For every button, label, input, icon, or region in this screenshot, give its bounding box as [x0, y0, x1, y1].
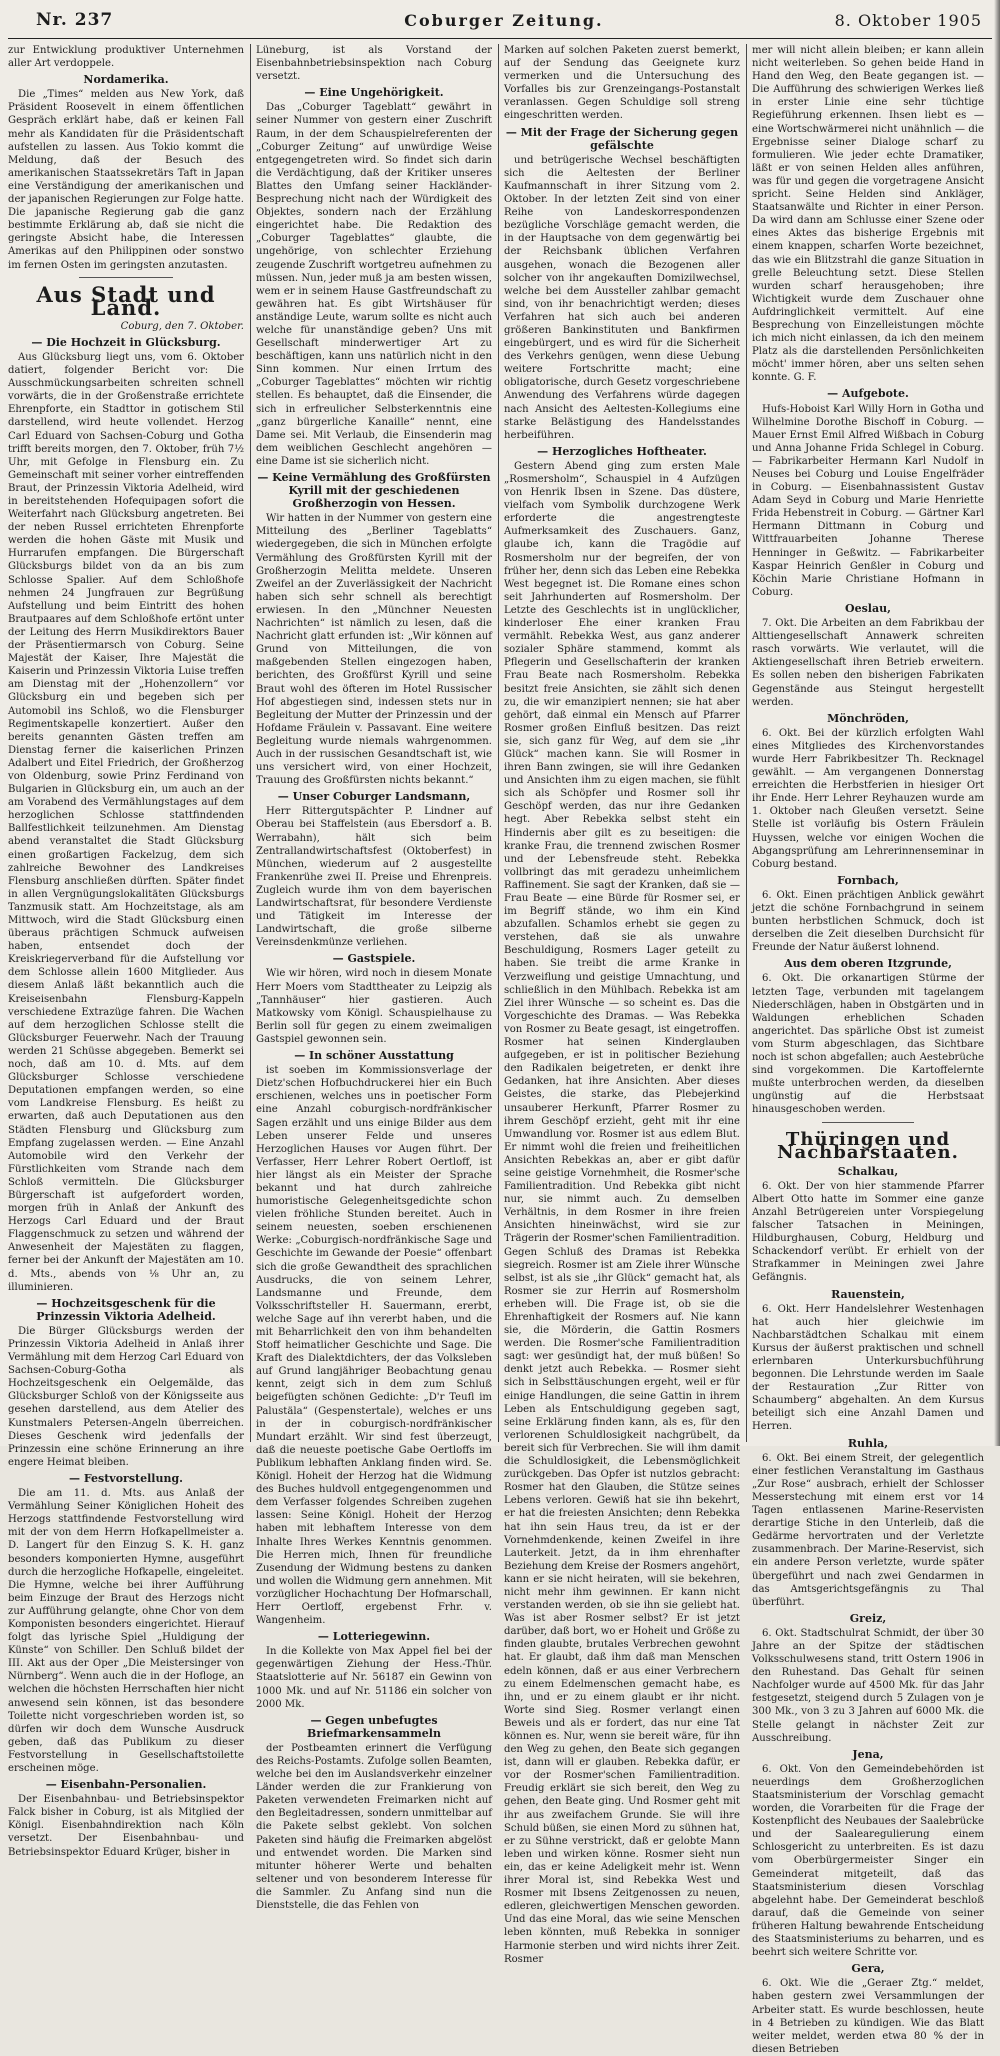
issue-date: 8. Oktober 1905 [834, 10, 982, 30]
column-divider [498, 44, 499, 1442]
article-paragraph: 7. Okt. Die Arbeiten an dem Fabrikbau der Alttiengesellschaft Annawerk schreiten rasch vorwärts. Wie verlautet, will die Aktiengesellschaft ihren Betrieb erweitern. Es sollen neben den bisherigen Fabrikaten Gegenstände aus Steingut hergestellt werden. [752, 618, 984, 708]
article-paragraph: Hufs-Hoboist Karl Willy Horn in Gotha und Wilhelmine Dorothe Bischoff in Coburg. — Mauer Ernst Emil Alfred Wißbach in Coburg und Anna Johanne Frida Schlegel in Coburg. — Fabrikarbeiter Hermann Karl Nudolf in Neuses bei Coburg und Louise Engelfräder in Coburg. — Eisenbahnassistent Gustav Adam Seyd in Coburg und Marie Henriette Frida Hebenstreit in Coburg. — Gärtner Karl Hermann Dittmann in Coburg und Wittfrauarbeiten Johanne Therese Henninger in Geßwitz. — Fabrikarbeiter Kaspar Heinrich Genßler in Coburg und Köchin Marie Christiane Hofmann in Coburg. [752, 403, 984, 598]
dateline: Coburg, den 7. Oktober. [120, 320, 244, 332]
article-paragraph: Herr Rittergutspächter P. Lindner auf Oberau bei Staffelstein (aus Ebersdorf a. B. Werrabahn), hält sich beim Zentrallandwirtschaftsfest (Oktoberfest) in München, wiederum auf 2 ausgestellte Frankenrühe zwei II. Preise und Ehrenpreis. Zugleich wurde ihm von dem bayerischen Landwirtschaftsrat, für besondere Verdienste und Tätigkeit im Interesse der Landwirtschaft, die große silberne Vereinsdenkmünze verliehen. [256, 806, 492, 949]
issue-number: Nr. 237 [36, 10, 114, 30]
article-heading: Ruhla, [847, 1436, 889, 1450]
article-paragraph: Wie wir hören, wird noch in diesem Monate Herr Moers vom Stadttheater zu Leipzig als „Tannhäuser“ hier gastieren. Auch Matkowsky vom Königl. Schauspielhause zu Berlin soll für gegen zu einem zweimaligen Gastspiel gewonnen sein. [256, 968, 492, 1045]
article-heading: Rauenstein, [831, 1287, 905, 1301]
article-heading: — Eine Ungehörigkeit. [304, 86, 444, 100]
article-paragraph: mer will nicht allein bleiben; er kann allein nicht weiterleben. So gehen beide Hand in Hand den Weg, den Beate gegangen ist. — Die Aufführung des schwierigen Werkes ließ in erster Linie eine sehr tüchtige Regieführung erkennen. Ihsen liebt es — eine Wortschwärmerei nicht unähnlich — die Ergebnisse seiner Dialoge scharf zu formulieren. Wie jeder echte Dramatiker, läßt er von seinen Helden alles anführen, was für und gegen die vorgetragene Ansicht spricht. Seine Helden sind Ankläger, Staatsanwälte und Richter in einer Person. Da wird dann am Schlusse einer Szene oder eines Aktes das bisherige Ergebnis mit einem knappen, scharfen Worte bezeichnet, das wie ein Blitzstrahl die ganze Situation in grelle Beleuchtung setzt. Diese Stellen wurden scharf herausgehoben; ihre Wichtigkeit wurde dem Zuschauer ohne Aufdringlichkeit vermittelt. Auf eine Besprechung von Einzelleistungen möchte ich mich nicht einlassen, da ich den meinem Platz als die darstellenden Persönlichkeiten möcht' immer hören, aber uns selten sehen konnte. G. F. [752, 45, 984, 384]
article-paragraph: Gestern Abend ging zum ersten Male „Rosmersholm“, Schauspiel in 4 Aufzügen von Henrik Ibsen in Szene. Das düstere, vielfach vom Symbolik durchzogene Werk erforderte die angestrengteste Aufmerksamkeit des Zuschauers. Ganz, glaube ich, kann die Tragödie auf Rosmersholm nur der begreifen, der von früher her, denn sich das Leben eine Rebekka West begegnet ist. Die Romane eines schon seit Jahrhunderten auf Rosmersholm. Der Letzte des Geschlechts ist in unglücklicher, kinderloser Ehe einer kranken Frau vermählt. Rebekka West, aus ganz anderer sozialer Sphäre stammend, kommt als Pflegerin und Gesellschafterin der kranken Frau Beate nach Rosmersholm. Rebekka besitzt freie Ansichten, sie zählt sich denen zu, die wir emanzipiert nennen; sie hat aber gehört, daß einmal ein Mensch auf Pfarrer Rosmer großen Einfluß besitzen. Das reizt sie, sich ganz für Weg, auf dem sie „ihr Glück“ machen kann. Sie will Rosmer in ihren Bann zwingen, sie will ihre Gedanken und Ansichten ihm zu eigen machen, sie fühlt sich als Schöpfer und Rosmer soll ihr Geschöpf werden, das nur ihre Gedanken hegt. Aber Rebekka selbst steht ein Hindernis aber gilt es zu beseitigen: die kranke Frau, die trennend zwischen Rosmer und der Lebensfreude steht. Rebekka vollbringt das mit geradezu unheimlichem Raffinement. Sie sagt der Kranken, daß sie — Frau Beate — eine Bürde für Rosmer sei, er im Begriff stände, wo ihm ein Kind abzufallen. Schamlos erhebt sie gegen zu verstehen, daß sie als unwahre Beschuldigung, Rosmers Lager geteilt zu haben. Sie treibt die arme Kranke in Verzweiflung und geistige Umnachtung, und schließlich in den Mühlbach. Rebekka ist am Ziel ihrer Wünsche — so scheint es. Das die Vorgeschichte des Dramas. — Was Rebekka von Rosmer zu Beate gesagt, ist eingetroffen. Rosmer hat seinen Kinderglauben aufgegeben, er ist in politischer Beziehung den Radikalen beigetreten, er denkt ihre Gedanken, hat ihre Ansichten. Aber dieses Geistes, die starke, das Plebejerkind unsauberer Herkunft, Pfarrer Rosmer zu ihrem Geschöpf erzieht, geht mit ihr eine Umwandlung vor. Rosmer ist aus edlem Blut. Er nimmt wohl die freien und freiheitlichen Ansichten Rebekkas an, aber er gibt dafür seine geistige Vornehmheit, die Rosmer'sche Familientradition. Und Rebekka gibt nicht nur, sie nimmt auch. Zu demselben Verhältnis, in dem Rosmer in ihre freien Ansichten hineinwächst, wird sie zur Trägerin der Rosmer'schen Familientradition. Gegen Schluß des Dramas ist Rebekka siegreich. Rosmer ist am Ziele ihrer Wünsche selbst, ist als sie „ihr Glück“ gemacht hat, als Rosmer sie zur Herrin auf Rosmersholm erheben will. Die Frage ist, ob sie die Ehrenhaftigkeit der Rosmers auf. Nie kann sie, die Mörderin, die Gattin Rosmers werden. Die Rosmer'sche Familientradition sagt: wer gesündigt hat, der muß büßen! So denkt jetzt auch Rebekka. — Rosmer sieht sich in Selbsttäuschungen ergeht, weil er für einige Handlungen, die seine Gattin in ihrem Leben als Entschuldigung gegeben sagt, seine Erklärung finden kann, als es, für den verlorenen Schuldlosigkeit nachgrübelt, da bereit sich für Verbrechen. Sie will ihm damit die Schuldlosigkeit, die Lebensmöglichkeit zurückgeben. Das Opfer ist nutzlos gebracht: Rosmer hat den Glauben, die Stütze seines Lebens verloren. Gewiß hat sie ihn bekehrt, er hat die freiesten Ansichten; denn Rebekka hat ihn sein Haus treu, da ist er der Vornehmdenkende, keinen Zweifel in ihre Lauterkeit. Jetzt, da in ihm ehrenhafter Beziehung dem Kreise der Rosmers angehört, kann er sie nicht heiraten, will sie bekehren, nicht mehr ihm gewinnen. Er kann nicht verstanden werden, ob sie ihn sie geliebt hat. Was ist aber Rosmer selbst? Er ist jetzt darüber, daß bort, wo er Hoheit und Größe zu finden glaubte, brutales Verbrechen gewohnt hat. Er glaubt, daß ihm daß man Menschen edeln können, daß er aus einer Verbrechern zu einem Edelmenschen gemacht habe, es ihn, und er zu einem glaubt er ihr nicht. Worte sind Sieg. Rosmer verlangt einen Beweis und als er fordert, das nur eine Tat können es. Nur, wenn sie bereit wäre, für ihn den Weg zu gehen, den Beate sich gegangen ist, dann will er glauben. Rebekka dafür, er vor der Rosmer'schen Familientradition. Freudig erklärt sie sich bereit, den Weg zu gehen, den Beate ging. Und Rosmer geht mit ihr aus zweifachem Grunde. Sie will ihre Schuld büßen, sie einen Mord zu sühnen hat, er zu Sühne verstrickt, daß er gelobte Mann leben und wirken könne. Rosmer sieht nun ein, das er keine Adeligkeit mehr ist. Wenn ihrer Moral ist, sind Rebekka West und Rosmer mit Ibsens Zeitgenossen zu neuen, edleren, gleichwertigen Menschen geworden. Und das eine Moral, das wie seine Menschen leben könnten, muß Rebekka in sonniger Harmonie sterben und wird nichts ihrer Zeit. Rosmer [504, 460, 740, 1965]
article-paragraph: 6. Okt. Bei einem Streit, der gelegentlich einer festlichen Veranstaltung im Gasthaus „Zur Rose“ ausbrach, erhielt der Schlosser Messerstechung mit einem erst vor 14 Tagen entlassenen Marine-Reservisten derartige Stiche in den Unterleib, daß die Gedärme hervortraten und der Verletzte zusammenbrach. Der Marine-Reservist, sich ein andere Person verletzte, wurde später übergeführt und nach zwei Gendarmen in das Amtsgerichtsgefängnis zu Thal überführt. [752, 1452, 984, 1608]
article-paragraph: Die Bürger Glücksburgs werden der Prinzessin Viktoria Adelheid in Anlaß ihrer Vermählung mit dem Herzog Carl Eduard von Sachsen-Coburg-Gotha als Hochzeitsgeschenk ein Oelgemälde, das Glücksburger Schloß von der Königsseite aus gesehen darstellend, aus dem Atelier des Kunstmalers Petersen-Angeln überreichen. Dieses Geschenk wird jedenfalls der Prinzessin eine schöne Erinnerung an ihre engere Heimat bleiben. [8, 1325, 244, 1468]
article-paragraph: Die am 11. d. Mts. aus Anlaß der Vermählung Seiner Königlichen Hoheit des Herzogs stattfindende Festvorstellung wird mit der von dem Herrn Hofkapellmeister a. D. Langert für den Einzug S. K. H. ganz besonders komponierten Hymne, ausgeführt durch die herzogliche Hofkapelle, eingeleitet. Die Hymne, welche bei ihrer Aufführung beim Einzuge der Braut des Herzogs nicht zur Aufführung gelangte, ohne Chor von dem Komponisten besonders eingerichtet. Hierauf folgt das lyrische Spiel „Huldigung der Künste“ von Schiller. Den Schluß bildet der III. Akt aus der Oper „Die Meistersinger von Nürnberg“. Wenn auch die in der Hofloge, an welchen die höchsten Herrschaften hier nicht anwesend sein können, ist das besondere Toilette nicht vorgeschrieben worden ist, so dürfen wir doch dem Wunsche Ausdruck geben, daß das Publikum zu dieser Festvorstellung in Gesellschaftstoilette erscheinen möge. [8, 1488, 244, 1774]
article-heading: — Gastspiele. [332, 952, 416, 966]
article-paragraph: Marken auf solchen Paketen zuerst bemerkt, auf der Sendung das Geeignete kurz vermerken und die Untersuchung des Vorfalles bis zur Grenzeingangs-Postanstalt veranlassen. Gegen Schuldige soll streng eingeschritten werden. [504, 45, 740, 122]
article-paragraph: Die „Times“ melden aus New York, daß Präsident Roosevelt in einem öffentlichen Gespräch erklärt habe, daß er keinen Fall mehr als Kandidaten für die Präsidentschaft aufstellen zu lassen. Aus Tokio kommt die Meldung, daß der Besuch des amerikanischen Staatssekretärs Taft in Japan eine Verständigung der amerikanischen und der japanischen Regierungen zur Folge hatte. Die japanische Regierung gab die ganz bestimmte Erklärung ab, daß sie nicht die geringste Absicht habe, die Interessen Amerikas auf den Philippinen oder sonstwo im fernen Osten im geringsten anzutasten. [8, 89, 244, 271]
article-paragraph: Das „Coburger Tageblatt“ gewährt in seiner Nummer von gestern einer Zuschrift Raum, in der dem Schauspielreferenten der „Coburger Zeitung“ auf unwürdige Weise entgegengetreten wird. So findet sich darin die Verdächtigung, daß der Kritiker unseres Blattes den Umfang seiner Hackländer-Besprechung nicht nach der Würdigkeit des Objektes, sondern nach der Erzählung eingerichtet habe. Die Redaktion des „Coburger Tageblattes“ glaubte, die ungehörige, von schlechter Erziehung zeugende Zuschrift wortgetreu aufnehmen zu müssen. Nun, jeder muß ja am besten wissen, wem er in seinem Hause Gastfreundschaft zu gewähren hat. Es gibt Wirtshäuser für anständige Leute, warum sollte es nicht auch welche für unanständige geben? Uns mit Gesellschaft minderwertiger Art zu beschäftigen, kann uns natürlich nicht in den Sinn kommen. Nur einen Irrtum des „Coburger Tageblattes“ möchten wir richtig stellen. Es behauptet, daß die Einsender, die sich in erfreulicher Selbsterkenntnis eine „ganz bürgerliche Kanaille“ nennt, eine Dame sei. Mit Verlaub, die Einsenderin mag dem weiblichen Geschlecht angehören — eine Dame ist sie sicherlich nicht. [256, 102, 492, 467]
article-heading: Gera, [851, 1962, 885, 1976]
masthead [8, 2, 992, 39]
article-paragraph: Aus Glücksburg liegt uns, vom 6. Oktober datiert, folgender Bericht vor: Die Ausschmückungsarbeiten schreiten schnell vorwärts, die in der Großenstraße errichtete Ehrenpforte, ein Stadttor in gotischem Stil darstellend, wird heute vollendet. Herzog Carl Eduard von Sachsen-Coburg und Gotha trifft bereits morgen, den 7. Oktober, früh 7½ Uhr, mit Gefolge in Flensburg ein. Zu Gemeinschaft mit seiner vorher eintreffenden Braut, der Prinzessin Viktoria Adelheid, wird in bereitstehenden Hofequipagen sofort die Weiterfahrt nach Glücksburg angetreten. Bei der neben Russel errichteten Ehrenpforte werden die hohen Gäste mit Musik und Hurrarufen empfangen. Die Bürgerschaft Glücksburgs bildet von da an bis zum Schlosse Spalier. Auf dem Schloßhofe nehmen 24 Jungfrauen zur Begrüßung Aufstellung und beim Eintritt des hohen Brautpaares auf dem Schloßhofe ertönt unter der Leitung des Herrn Musikdirektors Bauer der Präsentiermarsch von Coburg. Seine Majestät der Kaiser, Ihre Majestät die Kaiserin und Prinzessin Viktoria Luise treffen am Dienstag mit der „Hohenzollern“ vor Glücksburg ein und begeben sich per Automobil ins Schloß, wo die Flensburger Regimentskapelle konzertiert. Außer den bereits genannten Gästen treffen am Dienstag ferner die kaiserlichen Prinzen Adalbert und Eitel Friedrich, der Großherzog von Oldenburg, sowie Prinz Ferdinand von Bulgarien in Glücksburg ein, um auch an der am Vorabend des Vermählungstages auf dem herzoglichen Schlosse stattfindenden Ballfestlichkeit teilzunehmen. Am Dienstag abend veranstaltet die Stadt Glücksburg einen großartigen Fackelzug, dem sich zahlreiche Bewohner des Landkreises Flensburg anschließen dürften. Später findet in allen Vergnügungslokalitäten Glücksburgs Tanzmusik statt. Am Hochzeitstage, als am Mittwoch, wird die Stadt Glücksburg einen überaus prächtigen Schmuck aufweisen haben, entsendet doch der Kreiskriegerverband für die Aufstellung vor dem Schlosse allein 1600 Mitglieder. Aus diesem Anlaß läßt bekanntlich auch die Kreiseisenbahn Flensburg-Kappeln verschiedene Extrazüge fahren. Die Wachen auf dem herzoglichen Schlosse stellt die Glücksburger Feuerwehr. Nach der Trauung werden 21 Schüsse abgegeben. Bemerkt sei noch, daß am 10. d. Mts. auf dem Glücksburger Schlosse verschiedene Deputationen empfangen werden, so eine vom Landkreise Flensburg. Es heißt zu erwarten, daß auch Deputationen aus den Städten Flensburg und Glücksburg zum Empfang zugelassen werden. — Eine Anzahl Automobile wird den Verkehr der Fürstlichkeiten vom Strande nach dem Schloß vermitteln. Die Glücksburger Bürgerschaft ist aufgefordert worden, morgen früh in Anlaß der Ankunft des Herzogs Carl Eduard und der Braut Flaggenschmuck zu setzen und während der Anwesenheit der Majestäten zu flaggen, ferner bei der Ankunft der Majestäten am 10. d. Mts., abends von ⅛ Uhr an, zu illuminieren. [8, 351, 244, 1293]
article-heading: — Mit der Frage der Sicherung gegen gefälschte [505, 125, 739, 152]
article-heading: — Keine Vermählung des Großfürsten Kyrill mit der geschiedenen Großherzogin von Hessen. [257, 471, 491, 511]
article-paragraph: Wir hatten in der Nummer von gestern eine Mitteilung des „Berliner Tageblatts“ wiedergegeben, die sich in München erfolgte Vermählung des Großfürsten Kyrill mit der Großherzogin Melitta meldete. Unseren Zweifel an der Zuverlässigkeit der Nachricht haben sich sehr schnell als berechtigt erwiesen. In den „Münchner Neuesten Nachrichten“ ist nämlich zu lesen, daß die Nachricht glatt erfunden ist: „Wir können auf Grund von Mitteilungen, die von maßgebenden Stellen eingezogen haben, berichten, des Großfürst Kyrill und seine Braut wohl des öfteren im Hotel Russischer Hof abgestiegen sind, indessen stets nur in Begleitung der Mutter der Prinzessin und der Hofdame Fräulein v. Passavant. Eine weitere Begleitung wurde niemals wahrgenommen. Auch in der russischen Gesandtschaft ist, wie uns versichert wird, von einer Hochzeit, Trauung des Großfürsten nichts bekannt.“ [256, 513, 492, 787]
article-heading: Schalkau, [837, 1164, 899, 1178]
article-paragraph: 6. Okt. Bei der kürzlich erfolgten Wahl eines Mitgliedes des Kirchenvorstandes wurde Herr Fabrikbesitzer Th. Recknagel gewählt. — Am vergangenen Donnerstag erreichten die Herbstferien in hiesiger Ort ihr Ende. Herr Lehrer Reyhauzen wurde am 1. Oktober nach Gleußen versetzt. Seine Stelle ist vorläufig bis Ostern Fräulein Huyssen, welche vor einigen Wochen die Abgangsprüfung am Lehrerinnenseminar in Coburg bestand. [752, 727, 984, 870]
section-heading-thueringen: Thüringen und Nachbarstaaten. [777, 1128, 959, 1163]
column-divider [250, 44, 251, 1442]
article-heading: — Eisenbahn-Personalien. [45, 1778, 207, 1792]
article-paragraph: der Postbeamten erinnert die Verfügung des Reichs-Postamts. Zufolge sollen Beamten, welche bei den im Auslandsverkehr einzelner Länder werden die zur Frankierung von Paketen verwendeten Freimarken nicht auf den Begleitadressen, sondern unmittelbar auf die Pakete selbst geklebt. Von solchen Paketen sind häufig die Freimarken abgelöst und entwendet worden. Die Marken sind mitunter höherer Werte und behalten seltener und von besonderem Interesse für die Sammler. Zu Anfang sind nun die Dienststelle, die das Fehlen von [256, 1742, 492, 1912]
article-paragraph: 6. Okt. Herr Handelslehrer Westenhagen hat auch hier gleichwie im Nachbarstädtchen Schalkau mit einem Kursus der äußerst praktischen und schnell erlernbaren Unterkursbuchführung begonnen. Die Lehrstunde werden im Saale der Restauration „Zur Ritter von Schaumberg“ abgehalten. An dem Kursus beteiligt sich eine Anzahl Damen und Herren. [752, 1303, 984, 1433]
article-paragraph: 6. Okt. Der von hier stammende Pfarrer Albert Otto hatte im Sommer eine ganze Anzahl Betrügereien unter Vorspiegelung falscher Tatsachen in Meiningen, Hildburghausen, Coburg, Heldburg und Schackendorf verübt. Er erhielt von der Strafkammer in Meiningen zwei Jahre Gefängnis. [752, 1180, 984, 1284]
article-paragraph: 6. Okt. Die orkanartigen Stürme der letzten Tage, verbunden mit tagelangem Niederschlägen, haben in Obstgärten und in Waldungen erheblichen Schaden angerichtet. Das spärliche Obst ist zumeist vom Sturm abgeschlagen, das Sichtbare noch ist schon abgefallen; auch Aestebrüche sind vorgekommen. Die Kartoffelernte mußte unterbrochen werden, da dieselben ungünstig auf die Herbstsaat hinausgeschoben werden. [752, 973, 984, 1116]
divider [79, 277, 173, 278]
article-paragraph: zur Entwicklung produktiver Unternehmen aller Art verdoppele. [8, 45, 244, 70]
article-heading: Jena, [852, 1747, 884, 1761]
article-heading: — Unser Coburger Landsmann, [277, 790, 471, 804]
article-heading: Greiz, [849, 1611, 887, 1625]
column-3 [504, 44, 740, 1965]
column-1 [8, 44, 244, 1858]
section-heading-stadt-und-land: Aus Stadt und Land. [36, 281, 216, 320]
section-heading-nordamerika: Nordamerika. [83, 73, 169, 87]
article-heading: — Festvorstellung. [69, 1471, 183, 1485]
article-heading: — Hochzeitsgeschenk für die Prinzessin Viktoria Adelheid. [36, 1296, 216, 1323]
article-heading: — Lotteriegewinn. [317, 1630, 431, 1644]
article-heading: — Die Hochzeit in Glücksburg. [31, 335, 221, 349]
article-paragraph: 6. Okt. Von den Gemeindebehörden ist neuerdings dem Großherzoglichen Staatsministerium der Vorschlag gemacht worden, die Vorarbeiten für die Frage der Kostenpflicht des Neubaues der Saalebrücke und der Saalearegulierung einem Schlosgericht zu unterbreiten. Es ist dazu vom Oberbürgermeister Singer ein Gemeinderat mitgeteilt, daß das Staatsministerium diesen Vorschlag abgelehnt habe. Der Gemeinderat beschloß darauf, daß die Gemeinde von seiner früheren Haltung bewahrende Entscheidung des Staatsministeriums zu beharren, und es beehrt sich weitere Schritte vor. [752, 1763, 984, 1959]
divider [822, 1122, 915, 1123]
article-paragraph: 6. Okt. Wie die „Geraer Ztg.“ meldet, haben gestern zwei Versammlungen der Arbeiter statt. Es wurde beschlossen, heute in 4 Betrieben zu kündigen. Wie das Blatt weiter meldet, werden etwa 80 % der in diesen Betrieben [752, 1978, 984, 2055]
article-heading: Aus dem oberen Itzgrunde, [784, 957, 952, 971]
article-heading: — Aufgebote. [827, 387, 909, 401]
column-2 [256, 44, 492, 1912]
article-paragraph: ist soeben im Kommissionsverlage der Dietz'schen Hofbuchdruckerei hier ein Buch erschienen, welches uns in poetischer Form eine Anzahl coburgisch-nordfränkischer Sagen erzählt und uns einige Bilder aus dem Leben unserer Felde und unseres Herzoglichen Hauses vor Augen führt. Der Verfasser, Herr Lehrer Robert Oertloff, ist hier längst als ein Meister der Sprache bekannt und hat durch zahlreiche humoristische Gelegenheitsgedichte schon vielen fröhliche Stunden bereitet. Auch in seinem neuesten, soeben erschienenen Werke: „Coburgisch-nordfränkische Sage und Geschichte im Gewande der Poesie“ offenbart sich die große Gewandtheit des sprachlichen Ausdrucks, die von seinem Lehrer, Landsmanne und Freunde, dem Volksschriftsteller H. Sauermann, ererbt, welche Sage auf ihn vererbt haben, und die mit Beharrlichkeit den von ihm behandelten Stoff heimatlicher Geschichte und Sage. Die Kraft des Dialektdichters, der das Volksleben auf Grund langjähriger Beobachtung genau kennt, zeigt sich in dem zum Schluß beigefügten schönen Gedichte: „D'r Teufl im Palustäla“ (Gespenstertale), welches er uns in der in coburgisch-nordfränkischer Mundart erzählt. Wir sind fest überzeugt, daß die neueste poetische Gabe Oertloffs im Publikum lebhaften Anklang finden wird. Se. Königl. Hoheit der Herzog hat die Widmung des Buches huldvoll entgegengenommen und dem Verfasser folgendes Schreiben zugehen lassen: Seine Königl. Hoheit der Herzog haben mit lebhaftem Interesse von dem Inhalte Ihres Werkes Kenntnis genommen. Die Herren mich, Ihnen für freundliche Zusendung der Widmung bestens zu danken und wollen die Widmung gern annehmen. Mit vorzüglicher Hochachtung Der Hofmarschall, Herr Oertloff, ergebenst Frhr. v. Wangenheim. [256, 1065, 492, 1627]
article-heading: — Herzogliches Hoftheater. [537, 444, 707, 458]
article-paragraph: 6. Okt. Einen prächtigen Anblick gewährt jetzt die schöne Fornbachgrund in seinem bunten herbstlichen Schmuck, doch ist derselben die Zeit dieselben Durchsicht für Freunde der Natur äußerst lohnend. [752, 889, 984, 954]
article-paragraph: In die Kollekte von Max Appel fiel bei der gegenwärtigen Ziehung der Hess.-Thür. Staatslotterie auf Nr. 56187 ein Gewinn von 1000 Mk. und auf Nr. 51186 ein solcher von 2000 Mk. [256, 1646, 492, 1710]
article-paragraph: und betrügerische Wechsel beschäftigten sich die Aeltesten der Berliner Kaufmannschaft in ihrer Sitzung vom 2. Oktober. In der letzten Zeit sind von einer Reihe von Landeskorrespondenzen bezügliche Vorschläge gemacht werden, die in der Hauptsache von dem gegenwärtig bei der Reichsbank üblichen Verfahren ausgehen, wonach die Bezogenen aller solcher von ihr angekauften Domizilwechsel, welche bei dem Aussteller zahlbar gemacht sind, von ihr benachrichtigt werden; dieses Verfahren hat sich auch bei anderen größeren Bankinstituten und Bankfirmen eingebürgert, und es wird für die Sicherheit des Verkehrs genügen, wenn diese Uebung weitere Fortschritte macht; eine obligatorische, durch Gesetz vorgeschriebene Anwendung des Verfahrens würde dagegen nach Ansicht des Aeltesten-Kollegiums eine starke Belästigung des Handelsstandes herbeiführen. [504, 154, 740, 441]
column-divider [746, 44, 747, 1442]
article-heading: — In schöner Ausstattung [294, 1049, 454, 1063]
article-heading: Oeslau, [845, 601, 891, 615]
article-heading: Fornbach, [837, 873, 899, 887]
article-heading: — Gegen unbefugtes Briefmarkensammeln [307, 1713, 441, 1740]
scan-edge-shadow [994, 0, 1000, 1446]
newspaper-title: Coburger Zeitung. [404, 10, 604, 30]
article-paragraph: 6. Okt. Stadtschulrat Schmidt, der über 30 Jahre an der Spitze der städtischen Volksschulwesens stand, tritt Ostern 1906 in den Ruhestand. Das Gehalt für seinen Nachfolger wurde auf 4500 Mk. für das Jahr festgesetzt, steigend durch 5 Zulagen von je 300 Mk., von 3 zu 3 Jahren auf 6000 Mk. die Stelle gelangt in nächster Zeit zur Ausschreibung. [752, 1627, 984, 1744]
article-paragraph: Lüneburg, ist als Vorstand der Eisenbahnbetriebsinspektion nach Coburg versetzt. [256, 45, 492, 83]
column-4 [752, 44, 984, 2055]
columns [8, 44, 992, 2055]
article-paragraph: Der Eisenbahnbau- und Betriebsinspektor Falck bisher in Coburg, ist als Mitglied der Königl. Eisenbahndirektion nach Köln versetzt. Der Eisenbahnbau- und Betriebsinspektor Eduard Krüger, bisher in [8, 1794, 244, 1858]
article-heading: Mönchröden, [827, 711, 909, 725]
